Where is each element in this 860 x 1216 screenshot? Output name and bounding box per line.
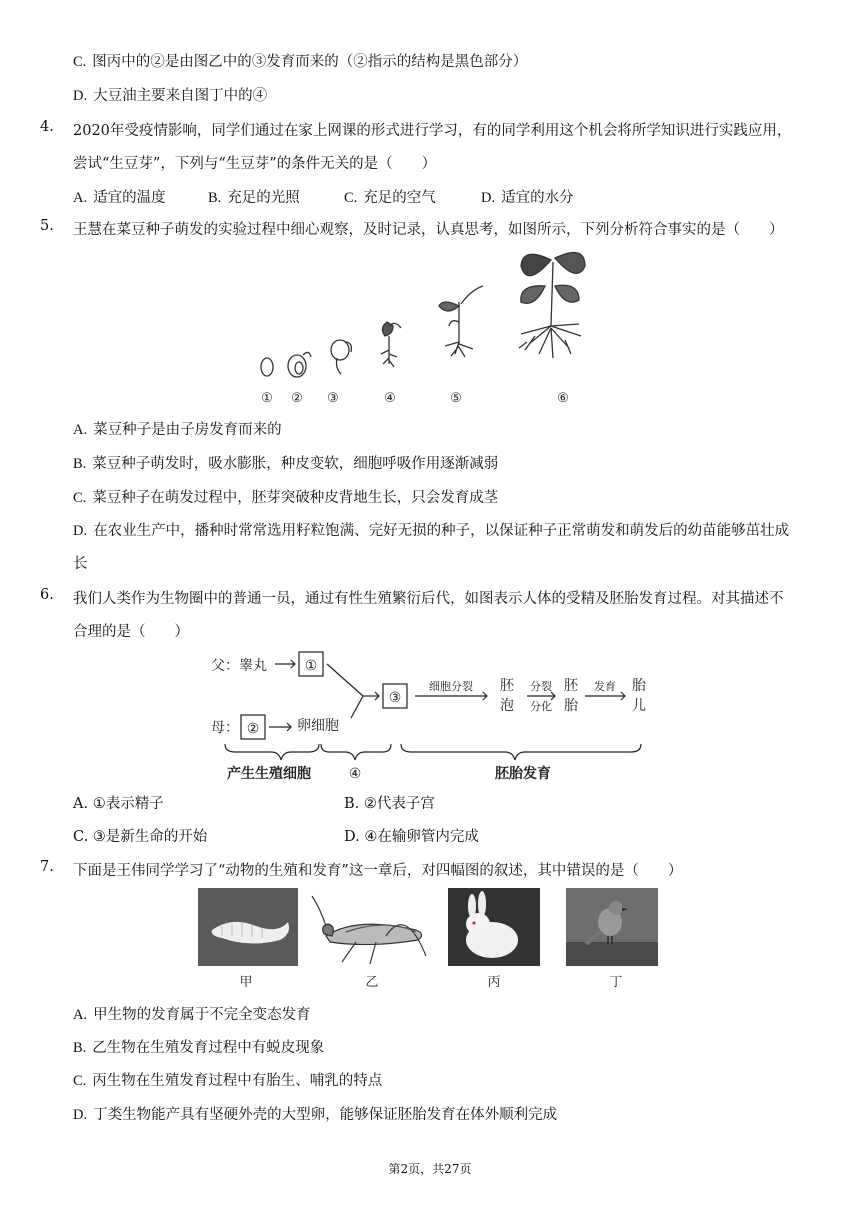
blastocyst-char-2: 泡 bbox=[500, 698, 514, 714]
q6-option-a: A. ①表示精子 bbox=[73, 796, 164, 812]
box-2-label: ② bbox=[246, 721, 260, 737]
stage-label-6: ⑥ bbox=[557, 391, 569, 406]
mother-label: 母： bbox=[211, 720, 239, 736]
brace-label-gametes: 产生生殖细胞 bbox=[227, 766, 311, 782]
bean-germination-figure bbox=[245, 246, 615, 410]
stage-label-2: ② bbox=[291, 391, 303, 406]
q5-option-d-cont: 长 bbox=[73, 556, 88, 572]
q4-option-a: A. 适宜的温度 bbox=[73, 190, 166, 206]
q7-option-c: C. 丙生物在生殖发育过程中有胎生、哺乳的特点 bbox=[73, 1073, 383, 1089]
q5-option-b: B. 菜豆种子萌发时，吸水膨胀，种皮变软，细胞呼吸作用逐渐减弱 bbox=[73, 456, 499, 472]
photo-rabbit bbox=[448, 888, 540, 966]
q5-number: 5. bbox=[40, 218, 54, 234]
seed-stage-5 bbox=[439, 286, 483, 357]
q3-option-d: D. 大豆油主要来自图丁中的④ bbox=[73, 88, 268, 104]
stage-label-3: ③ bbox=[327, 391, 339, 406]
egg-cell-label: 卵细胞 bbox=[297, 718, 339, 734]
q6-option-d: D. ④在输卵管内完成 bbox=[344, 829, 479, 845]
q4-option-c: C. 充足的空气 bbox=[344, 190, 436, 206]
caption-bing: 丙 bbox=[487, 975, 501, 990]
caption-jia: 甲 bbox=[239, 975, 253, 990]
blastocyst-char-1: 胚 bbox=[500, 678, 514, 694]
fetus-char-1: 胎 bbox=[632, 678, 646, 694]
q5-stem: 王慧在菜豆种子萌发的实验过程中细心观察，及时记录，认真思考，如图所示，下列分析符合事实的是（ ） bbox=[73, 222, 784, 238]
brace-label-embryo-dev: 胚胎发育 bbox=[495, 766, 551, 782]
caption-yi: 乙 bbox=[365, 975, 379, 990]
q5-option-a: A. 菜豆种子是由子房发育而来的 bbox=[73, 422, 282, 438]
stage-label-1: ① bbox=[261, 391, 273, 406]
father-testis-label: 父：睾丸 bbox=[211, 658, 267, 674]
q7-stem: 下面是王伟同学学习了“动物的生殖和发育”这一章后，对四幅图的叙述，其中错误的是（ ） bbox=[73, 863, 683, 879]
q3-option-c: C. 图丙中的②是由图乙中的③发育而来的（②指示的结构是黑色部分） bbox=[73, 54, 528, 70]
q5-option-c: C. 菜豆种子在萌发过程中，胚芽突破种皮背地生长，只会发育成茎 bbox=[73, 490, 499, 506]
caption-ding: 丁 bbox=[609, 975, 623, 990]
seed-stage-3 bbox=[331, 340, 351, 374]
split-label: 分裂 bbox=[530, 680, 552, 693]
stage-label-4: ④ bbox=[384, 391, 396, 406]
fetus-char-2: 儿 bbox=[632, 698, 646, 714]
q5-option-d: D. 在农业生产中，播种时常常选用籽粒饱满、完好无损的种子，以保证种子正常萌发和萌发后的幼苗能够茁壮成 bbox=[73, 523, 790, 539]
q6-number: 6. bbox=[40, 587, 54, 603]
seed-stage-6 bbox=[519, 253, 585, 358]
box-3-label: ③ bbox=[388, 690, 402, 706]
differentiate-label: 分化 bbox=[530, 700, 552, 713]
q7-option-a: A. 甲生物的发育属于不完全变态发育 bbox=[73, 1007, 311, 1023]
q7-option-d: D. 丁类生物能产具有坚硬外壳的大型卵，能够保证胚胎发育在体外顺利完成 bbox=[73, 1107, 558, 1123]
stage-label-5: ⑤ bbox=[450, 391, 462, 406]
q6-stem-line2: 合理的是（ ） bbox=[73, 624, 189, 640]
q4-stem-line1: 2020年受疫情影响，同学们通过在家上网课的形式进行学习，有的同学利用这个机会将所学知识进行实践应用， bbox=[73, 123, 792, 139]
photo-silkworm bbox=[198, 888, 298, 966]
q4-number: 4. bbox=[40, 119, 54, 135]
photo-bird bbox=[566, 888, 658, 966]
seed-stage-1 bbox=[261, 358, 273, 376]
q6-stem-line1: 我们人类作为生物圈中的普通一员，通过有性生殖繁衍后代，如图表示人体的受精及胚胎发育过程。对其描述不 bbox=[73, 591, 784, 607]
embryo-char-1: 胚 bbox=[564, 678, 578, 694]
q4-option-b: B. 充足的光照 bbox=[208, 190, 300, 206]
seed-stage-4 bbox=[381, 322, 401, 367]
q6-option-b: B. ②代表子宫 bbox=[344, 796, 435, 812]
page-footer: 第2页，共27页 bbox=[388, 1162, 472, 1176]
photo-grasshopper bbox=[312, 896, 426, 964]
q7-number: 7. bbox=[40, 859, 54, 875]
embryo-char-2: 胎 bbox=[564, 698, 578, 714]
q4-stem-line2: 尝试“生豆芽”，下列与“生豆芽”的条件无关的是（ ） bbox=[73, 156, 437, 172]
cell-division-label: 细胞分裂 bbox=[429, 680, 473, 693]
q6-option-c: C. ③是新生命的开始 bbox=[73, 829, 208, 845]
q7-option-b: B. 乙生物在生殖发育过程中有蜕皮现象 bbox=[73, 1040, 325, 1056]
animal-photos-figure bbox=[196, 886, 661, 994]
develop-label: 发育 bbox=[594, 680, 616, 693]
brace-label-4: ④ bbox=[348, 766, 362, 782]
q4-option-d: D. 适宜的水分 bbox=[481, 190, 574, 206]
box-1-label: ① bbox=[304, 658, 318, 674]
fertilization-diagram bbox=[205, 648, 655, 788]
